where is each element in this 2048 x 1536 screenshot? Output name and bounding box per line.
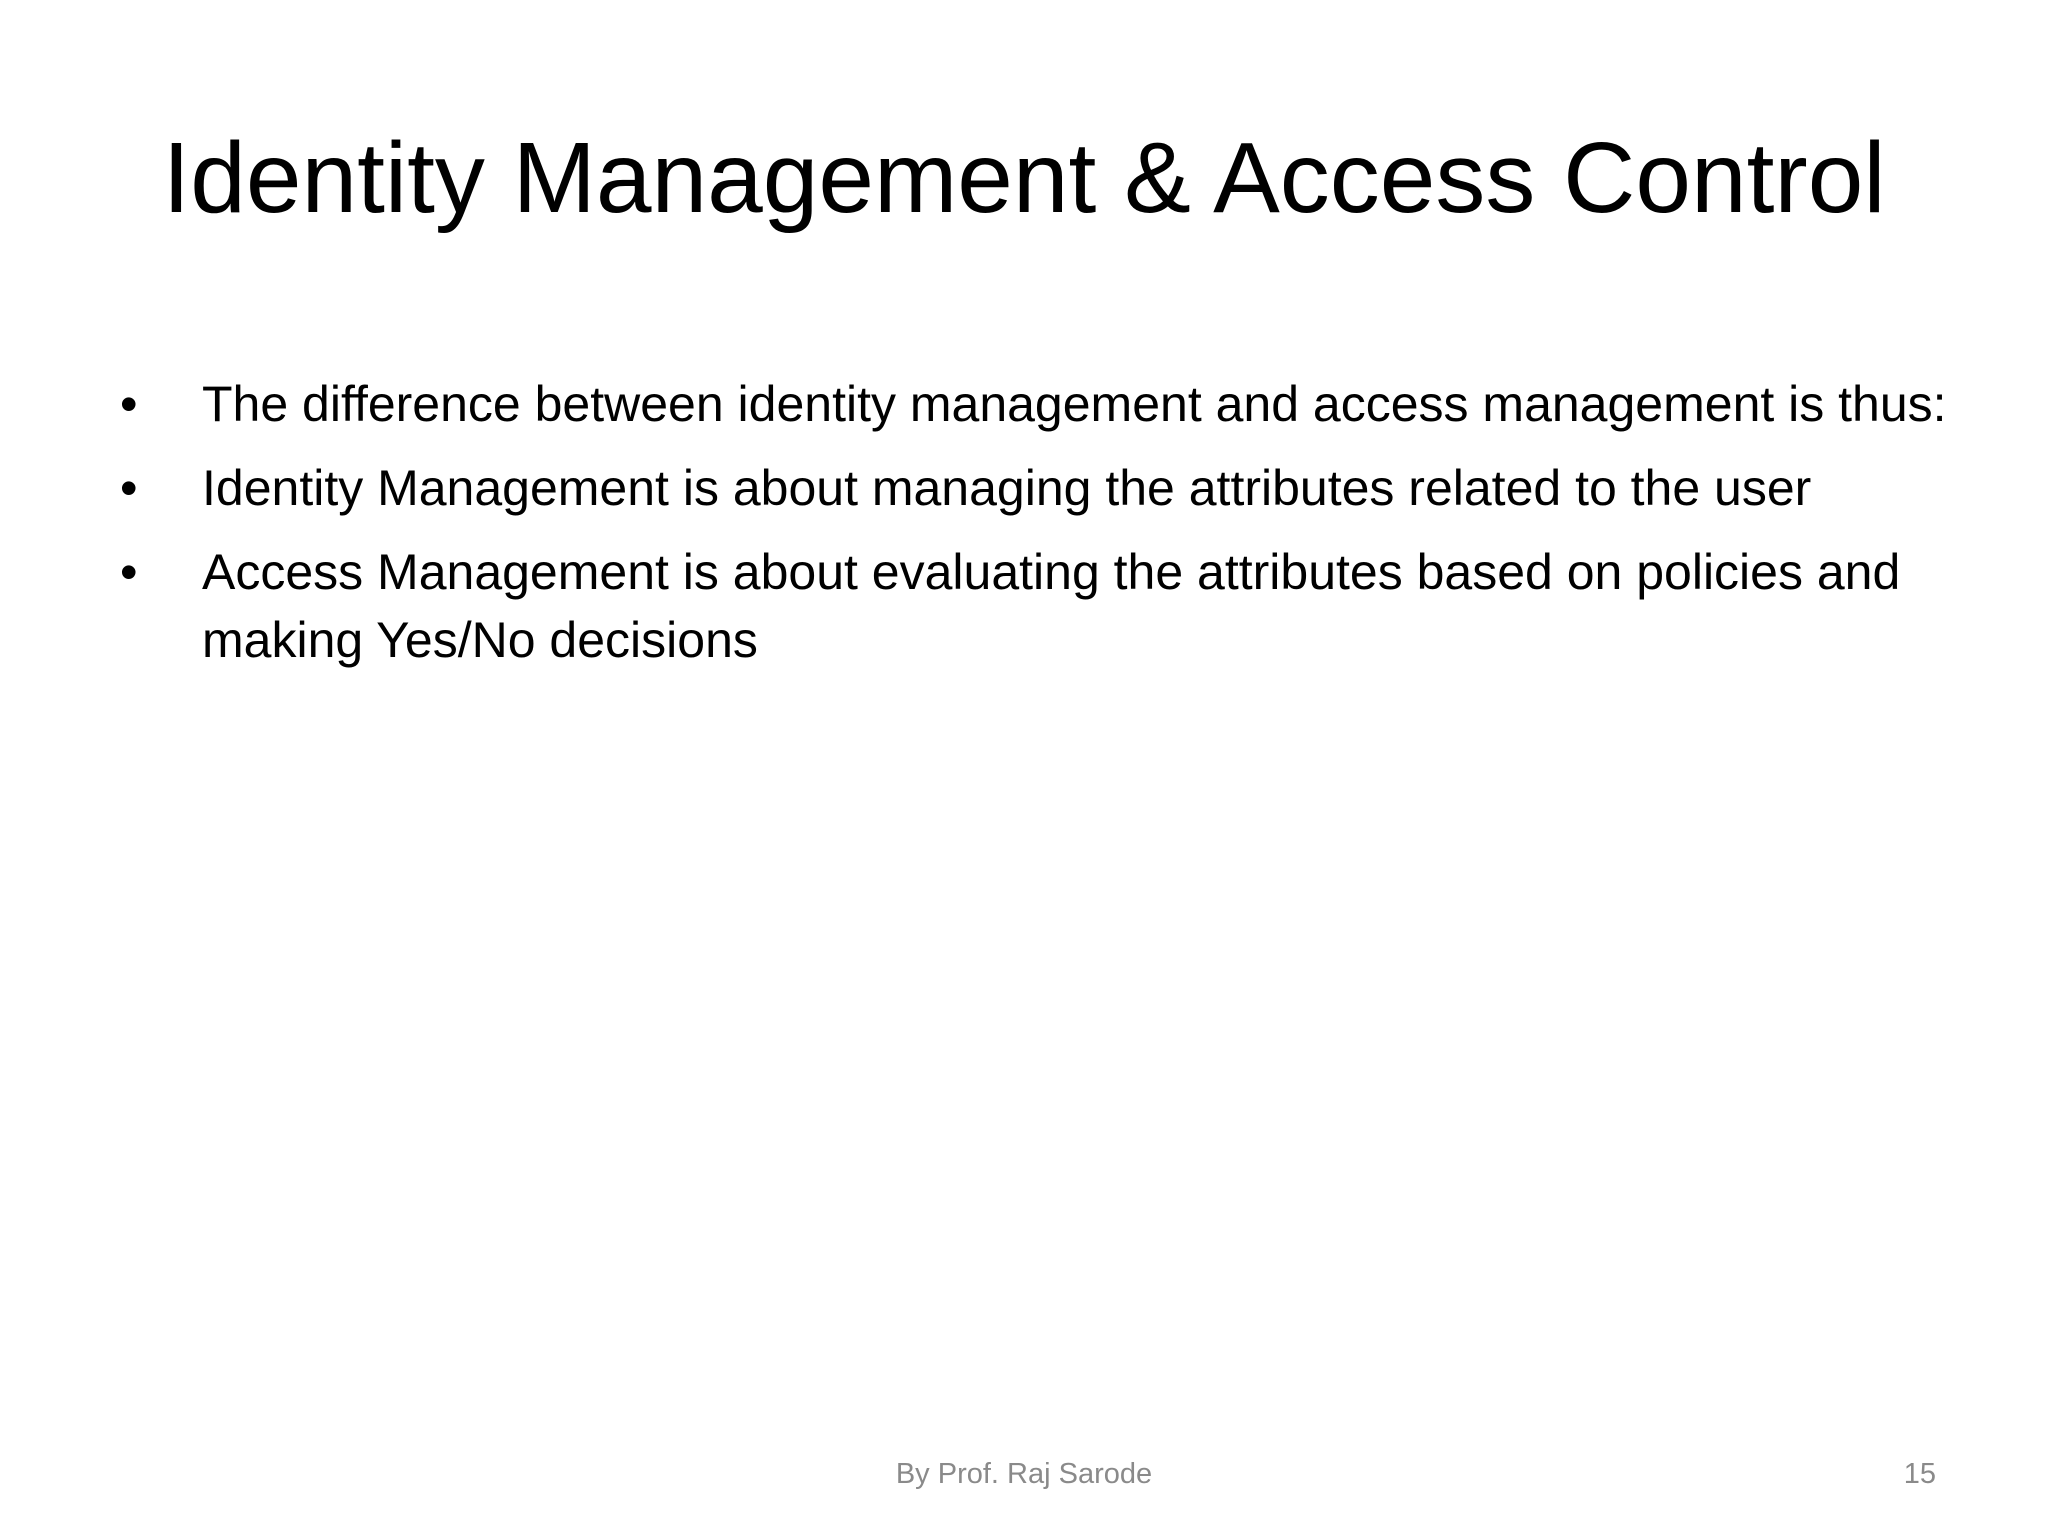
slide-title: Identity Management & Access Control	[162, 122, 1886, 234]
bullet-icon: •	[120, 544, 138, 600]
bullet-icon: •	[120, 376, 138, 432]
slide-footer: By Prof. Raj Sarode	[895, 1458, 1153, 1490]
bullet-icon: •	[120, 460, 138, 516]
bullet-text: Access Management is about evaluating the attributes based on policies and making Yes/No decisions	[202, 544, 1901, 668]
bullet-text: The difference between identity management and access management is thus:	[202, 376, 1947, 432]
bullet-text: Identity Management is about managing the attributes related to the user	[202, 460, 1812, 516]
bullet-item	[120, 538, 1960, 674]
bullet-list	[120, 370, 1960, 690]
bullet-item	[120, 370, 1960, 438]
bullet-item	[120, 454, 1960, 522]
slide-page-number: 15	[1903, 1458, 1936, 1490]
